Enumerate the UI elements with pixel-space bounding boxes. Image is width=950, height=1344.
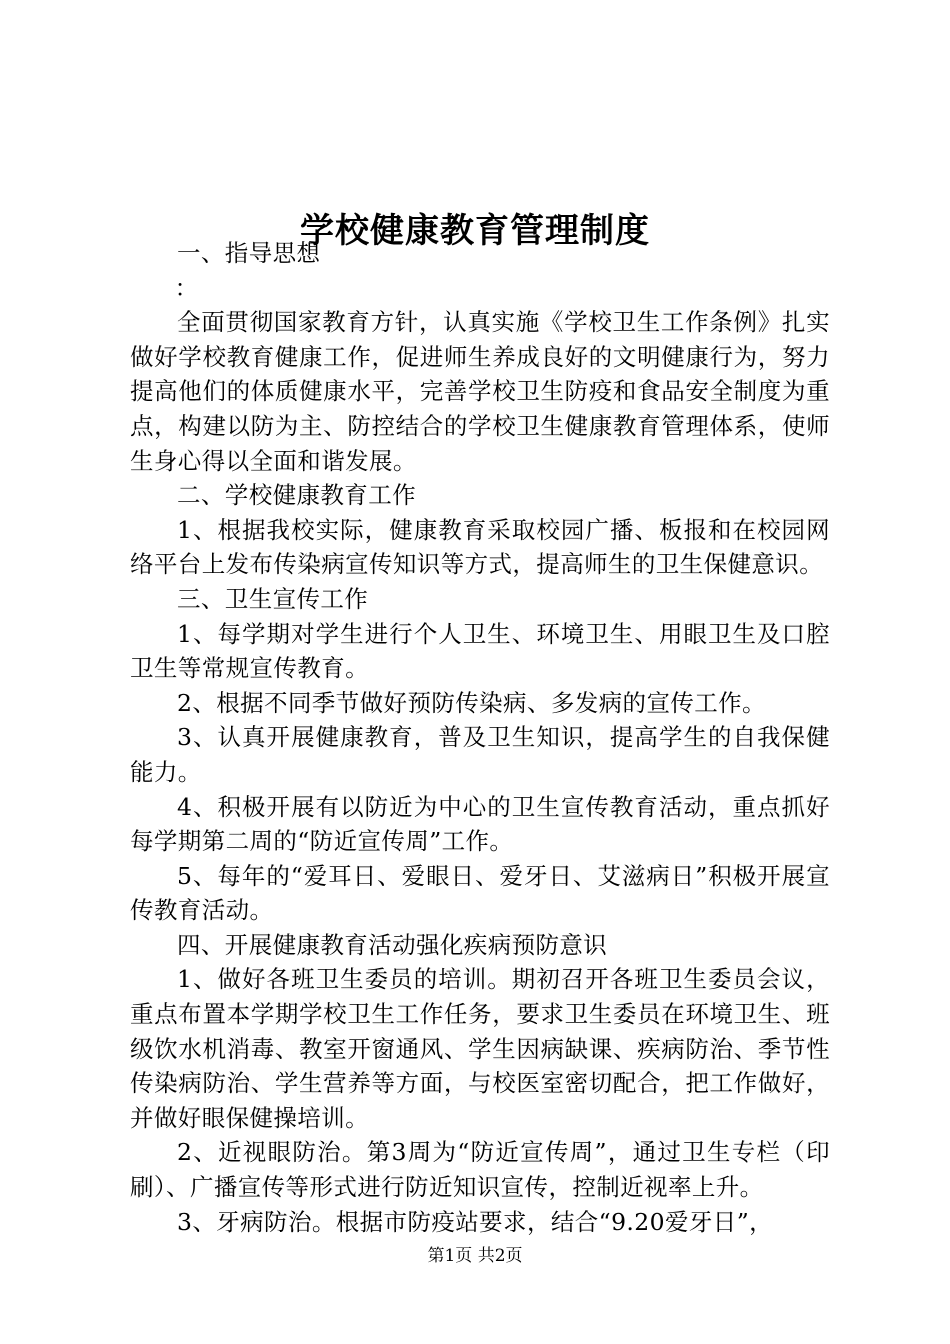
section-heading-guiding-thought: 一、指导思想	[177, 239, 321, 267]
colon-line: ：	[174, 273, 199, 302]
section-heading-health-education: 二、学校健康教育工作	[177, 481, 416, 510]
paragraph-prevention-2: 2、近视眼防治。第3周为“防近宣传周”，通过卫生专栏（印刷）、广播宣传等形式进行防近知识宣传，控制近视率上升。	[130, 1138, 830, 1202]
paragraph-publicity-3: 3、认真开展健康教育，普及卫生知识，提高学生的自我保健能力。	[130, 723, 830, 786]
document-body	[130, 236, 830, 1239]
paragraph-publicity-5: 5、每年的“爱耳日、爱眼日、爱牙日、艾滋病日”积极开展宣传教育活动。	[130, 861, 830, 925]
paragraph-prevention-3: 3、牙病防治。根据市防疫站要求，结合“9.20爱牙日”，	[177, 1207, 774, 1236]
paragraph-publicity-1: 1、每学期对学生进行个人卫生、环境卫生、用眼卫生及口腔卫生等常规宣传教育。	[130, 619, 830, 683]
paragraph-health-education-1: 1、根据我校实际，健康教育采取校园广播、板报和在校园网络平台上发布传染病宣传知识等方式，提高师生的卫生保健意识。	[130, 515, 830, 579]
paragraph-prevention-1: 1、做好各班卫生委员的培训。期初召开各班卫生委员会议，重点布置本学期学校卫生工作任务，要求卫生委员在环境卫生、班级饮水机消毒、教室开窗通风、学生因病缺课、疾病防治、季节性传染病防治、学生营养等方面，与校医室密切配合，把工作做好，并做好眼保健操培训。	[130, 965, 830, 1132]
paragraph-guiding-content: 全面贯彻国家教育方针，认真实施《学校卫生工作条例》扎实做好学校教育健康工作，促进师生养成良好的文明健康行为，努力提高他们的体质健康水平，完善学校卫生防疫和食品安全制度为重点，构建以防为主、防控结合的学校卫生健康教育管理体系，使师生身心得以全面和谐发展。	[130, 308, 830, 475]
paragraph-publicity-4: 4、积极开展有以防近为中心的卫生宣传教育活动，重点抓好每学期第二周的“防近宣传周”工作。	[130, 792, 830, 856]
section-heading-publicity: 三、卫生宣传工作	[177, 584, 369, 613]
page-number-footer: 第1页 共2页	[427, 1246, 523, 1266]
document-title: 学校健康教育管理制度	[300, 210, 650, 251]
paragraph-publicity-2: 2、根据不同季节做好预防传染病、多发病的宣传工作。	[177, 688, 766, 717]
section-heading-disease-prevention: 四、开展健康教育活动强化疾病预防意识	[177, 930, 608, 959]
